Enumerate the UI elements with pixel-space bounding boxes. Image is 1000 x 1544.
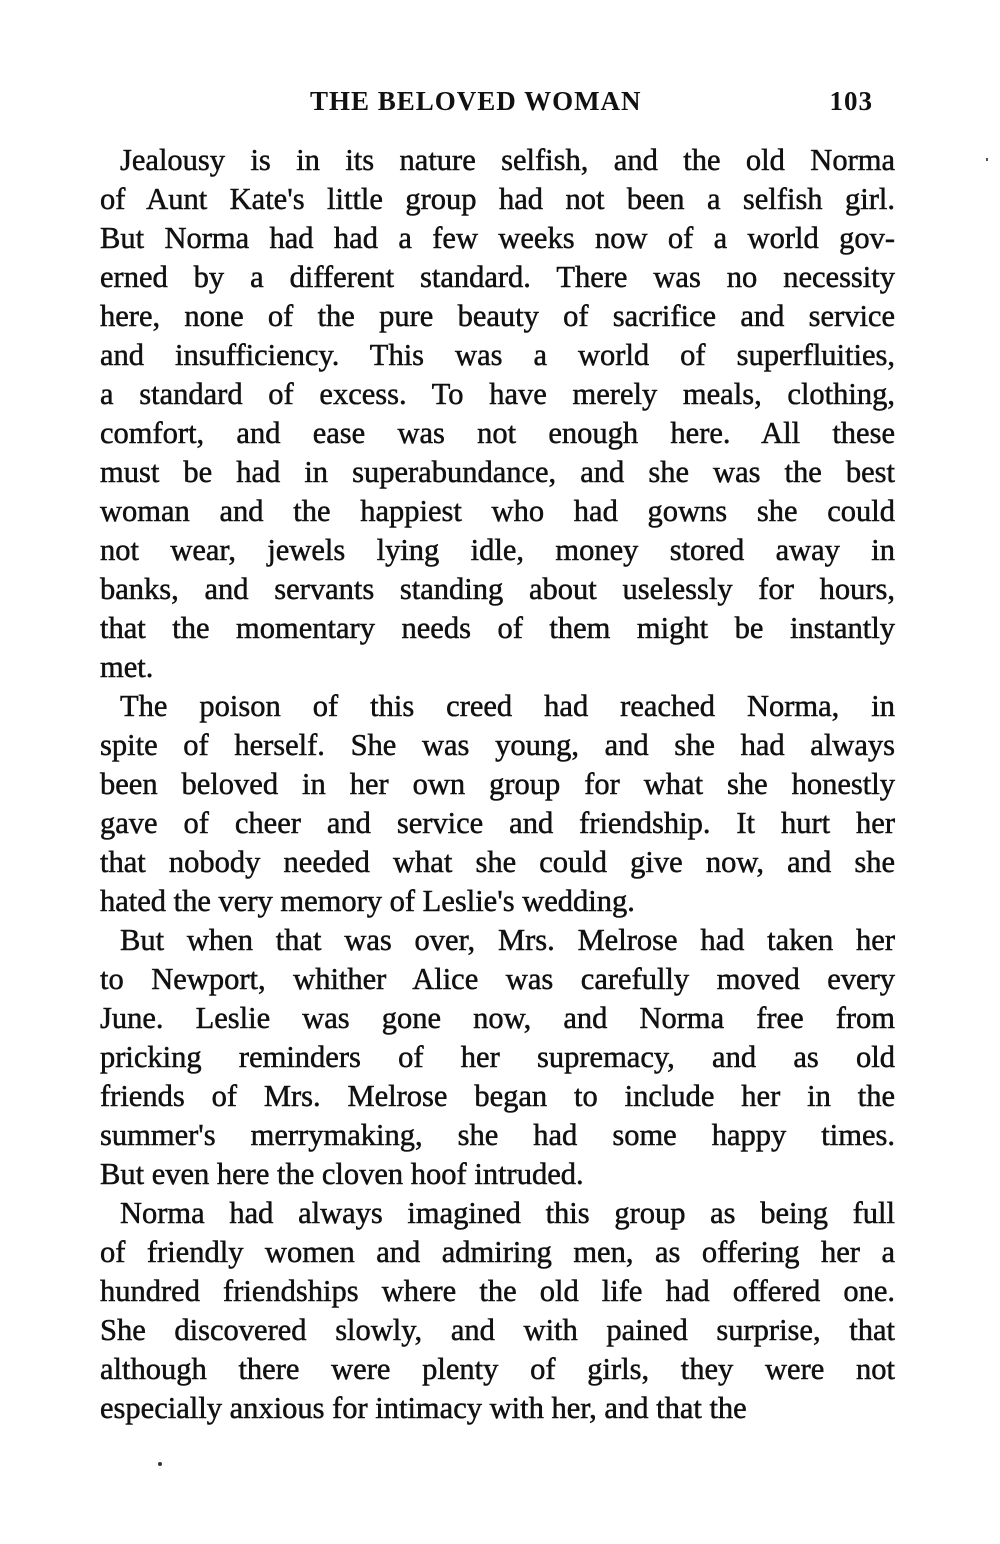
scan-speck [158,1462,162,1466]
text-line: of friendly women and admiring men, as offering her a [100,1235,895,1269]
text-line: banks, and servants standing about uselessly for hours, [100,572,895,606]
body-text [100,141,895,1428]
text-line: Jealousy is in its nature selfish, and the old Norma [120,143,895,177]
text-line: The poison of this creed had reached Norma, in [120,689,895,723]
text-line: to Newport, whither Alice was carefully moved every [100,962,895,996]
text-line: She discovered slowly, and with pained surprise, that [100,1313,895,1347]
running-title: THE BELOVED WOMAN [310,86,642,116]
text-line: But when that was over, Mrs. Melrose had taken her [120,923,895,957]
text-line: of Aunt Kate's little group had not been a selfish girl. [100,182,895,216]
running-header [100,86,895,126]
text-line: But Norma had had a few weeks now of a world gov- [100,221,895,255]
text-line: June. Leslie was gone now, and Norma free from [100,1001,895,1035]
text-line: a standard of excess. To have merely meals, clothing, [100,377,895,411]
paragraph [100,1194,895,1428]
margin-mark [986,158,988,161]
text-line: hated the very memory of Leslie's wedding. [100,884,635,918]
text-line: been beloved in her own group for what she honestly [100,767,895,801]
text-line: But even here the cloven hoof intruded. [100,1157,584,1191]
text-line: especially anxious for intimacy with her, and that the [100,1391,747,1425]
text-line: woman and the happiest who had gowns she could [100,494,895,528]
text-line: hundred friendships where the old life had offered one. [100,1274,895,1308]
text-line: erned by a different standard. There was no necessity [100,260,895,294]
text-line: summer's merrymaking, she had some happy times. [100,1118,895,1152]
text-line: that nobody needed what she could give now, and she [100,845,895,879]
text-line: gave of cheer and service and friendship. It hurt her [100,806,895,840]
text-line: although there were plenty of girls, they were not [100,1352,895,1386]
paragraph [100,141,895,687]
text-line: spite of herself. She was young, and she had always [100,728,895,762]
text-line: pricking reminders of her supremacy, and as old [100,1040,895,1074]
text-line: here, none of the pure beauty of sacrifice and service [100,299,895,333]
text-line: and insufficiency. This was a world of superfluities, [100,338,895,372]
text-line: met. [100,650,154,684]
text-line: Norma had always imagined this group as being full [120,1196,895,1230]
text-line: comfort, and ease was not enough here. All these [100,416,895,450]
paragraph [100,921,895,1194]
text-line: friends of Mrs. Melrose began to include her in the [100,1079,895,1113]
text-line: not wear, jewels lying idle, money stored away in [100,533,895,567]
page-number: 103 [829,86,873,116]
paragraph [100,687,895,921]
text-line: must be had in superabundance, and she was the best [100,455,895,489]
text-line: that the momentary needs of them might be instantly [100,611,895,645]
